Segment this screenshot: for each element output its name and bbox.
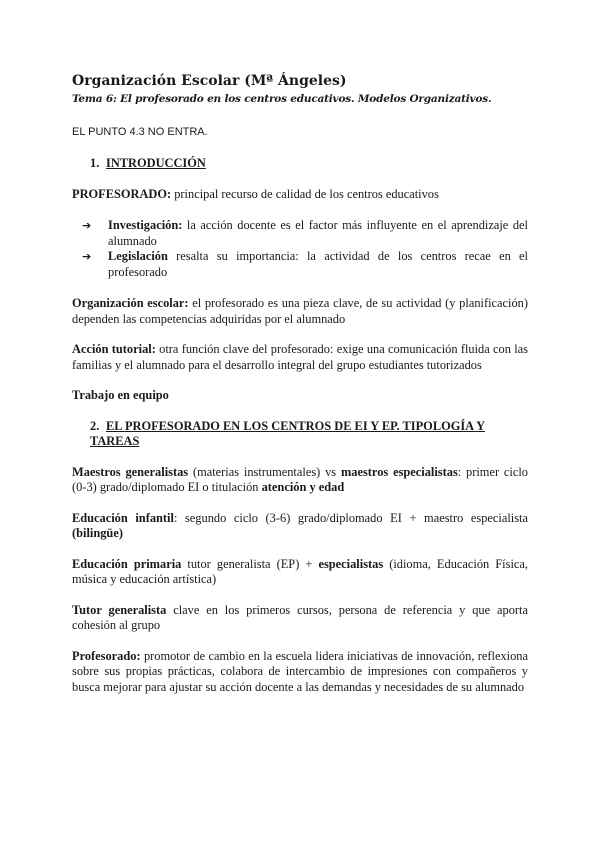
paragraph-maestros	[72, 465, 528, 496]
text-infantil: : segundo ciclo (3-6) grado/diplomado EI + maestro especialista	[173, 510, 528, 525]
document-subtitle: Tema 6: El profesorado en los centros educativos. Modelos Organizativos.	[72, 93, 492, 105]
notice-text: EL PUNTO 4.3 NO ENTRA.	[72, 126, 208, 138]
label-organizacion: Organización escolar:	[72, 296, 189, 310]
text-accion-tutorial: otra función clave del profesorado: exige una comunicación fluida con las familias y el alumnado para el desarrollo integral del grupo estudiantes tutorizados	[72, 342, 529, 372]
text-tutor: clave en los primeros cursos, persona de referencia y que aporta cohesión al grupo	[72, 602, 528, 632]
list-item	[72, 218, 528, 249]
bullet-label: Legislación	[108, 249, 168, 263]
label-profesorado-2: Profesorado:	[72, 648, 141, 663]
document-title: Organización Escolar (Mª Ángeles)	[72, 73, 347, 89]
section-2-number: 2.	[90, 418, 100, 433]
section-2-heading	[72, 419, 528, 450]
label-primaria: Educación primaria	[72, 556, 182, 571]
paragraph-trabajo-equipo	[72, 388, 528, 404]
paragraph-profesorado-cambio	[72, 649, 528, 696]
label-maestros-generalistas: Maestros generalistas	[72, 464, 189, 479]
arrow-right-icon: ➔	[82, 219, 92, 232]
text-primaria-2: (idioma, Educación Física, música y educación artística)	[72, 556, 528, 586]
section-2-title: EL PROFESORADO EN LOS CENTROS DE EI Y EP. TIPOLOGÍA Y TAREAS	[90, 418, 486, 448]
list-item	[72, 249, 528, 280]
label-profesorado: PROFESORADO:	[72, 186, 172, 201]
label-especialistas: especialistas	[318, 556, 384, 571]
text-maestros-2: : primer ciclo (0-3) grado/diplomado EI o titulación	[72, 464, 528, 494]
text-primaria-1: tutor generalista (EP) +	[181, 556, 319, 571]
section-1-heading	[72, 156, 528, 172]
paragraph-organizacion	[72, 296, 528, 327]
paragraph-accion-tutorial	[72, 342, 528, 373]
paragraph-primaria	[72, 557, 528, 588]
label-atencion-edad: atención y edad	[261, 480, 345, 494]
paragraph-infantil	[72, 511, 528, 542]
section-1-title: INTRODUCCIÓN	[106, 156, 206, 170]
bullet-text: la acción docente es el factor más influyente en el aprendizaje del alumnado	[108, 218, 528, 248]
arrow-right-icon: ➔	[82, 250, 92, 263]
bullet-list	[72, 218, 528, 280]
label-bilingue: (bilingüe)	[72, 526, 123, 540]
label-infantil: Educación infantil	[72, 510, 174, 525]
label-trabajo-equipo: Trabajo en equipo	[72, 388, 169, 402]
text-profesorado-2: promotor de cambio en la escuela lidera iniciativas de innovación, reflexiona sobre sus propias prácticas, colabora de intercambio de impresiones con compañeros y busca mejorar para ajustar su acción docente a las demandas y necesidades de su alumnado	[72, 648, 528, 694]
label-accion-tutorial: Acción tutorial:	[72, 342, 156, 356]
label-tutor: Tutor generalista	[72, 602, 167, 617]
section-1-number: 1.	[90, 156, 100, 170]
text-maestros-1: (materias instrumentales) vs	[188, 464, 341, 479]
label-maestros-especialistas: maestros especialistas	[340, 464, 458, 479]
text-organizacion: el profesorado es una pieza clave, de su actividad (y planificación) dependen las competencias adquiridas por el alumnado	[72, 296, 528, 326]
paragraph-tutor	[72, 603, 528, 634]
document-page	[72, 72, 528, 695]
text-profesorado: principal recurso de calidad de los centros educativos	[171, 186, 439, 201]
paragraph-profesorado	[72, 187, 528, 203]
bullet-label: Investigación:	[108, 218, 183, 232]
bullet-text: resalta su importancia: la actividad de los centros recae en el profesorado	[108, 249, 528, 279]
